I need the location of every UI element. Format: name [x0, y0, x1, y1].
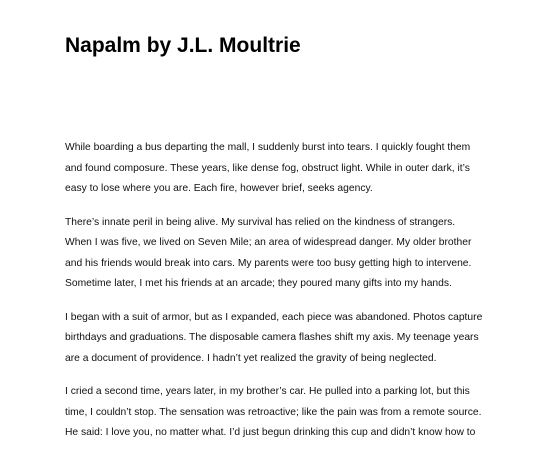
paragraph-1: While boarding a bus departing the mall, I suddenly burst into tears. I quickly fought them and found composure. These years, like dense fog, obstruct light. While in outer dark, it’s easy to lose where you are. Each fire, however brief, seeks agency.	[65, 142, 471, 194]
paragraph-3: I began with a suit of armor, but as I expanded, each piece was abandoned. Photos capture birthdays and graduations. The disposable camera flashes shift my axis. My teenage years are a document of providence. I hadn’t yet realized the gravity of being neglected.	[65, 311, 483, 364]
paragraph-4: I cried a second time, years later, in my brother’s car. He pulled into a parking lot, but this time, I couldn’t stop. The sensation was retroactive; like the pain was from a remote source. He said: I love you, no matter what. I’d just begun drinking this cup and didn’t know how to	[65, 386, 482, 438]
document-body	[65, 138, 483, 457]
page-title: Napalm by J.L. Moultrie	[65, 34, 301, 57]
paragraph-2: There’s innate peril in being alive. My survival has relied on the kindness of strangers. When I was five, we lived on Seven Mile; an area of widespread danger. My older brother and his friends would break into cars. My parents were too busy getting high to intervene. Sometime later, I met his friends at an arcade; they poured many gifts into my hands.	[65, 216, 472, 289]
